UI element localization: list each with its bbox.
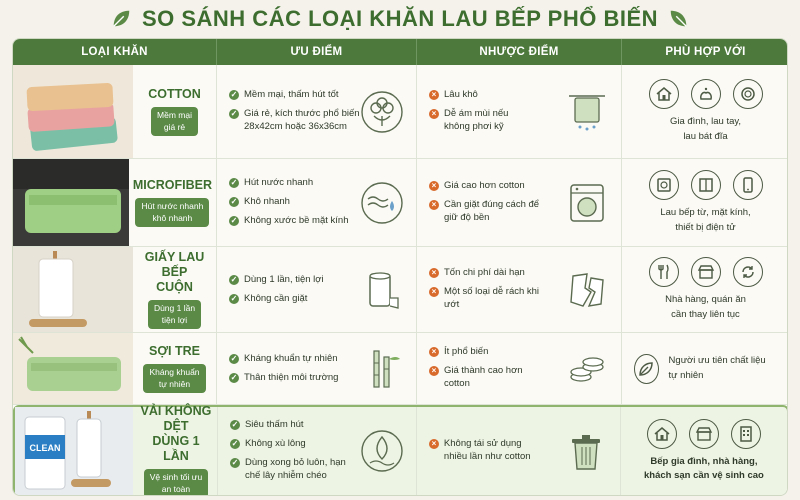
type-badge: Hút nước nhanh khô nhanh: [135, 198, 209, 227]
pro-item: ✓ Không cần giặt: [230, 292, 308, 304]
coins-icon: [565, 347, 609, 391]
type-cell: [15, 404, 218, 495]
torn-paper-icon: [565, 268, 609, 312]
table-header: [13, 39, 788, 65]
pro-item: ✓ Hút nước nhanh: [230, 177, 314, 189]
type-name: COTTON: [148, 87, 201, 102]
type-badge: Vệ sinh tối ưu an toàn: [144, 469, 208, 496]
cross-icon: ×: [429, 347, 439, 357]
refresh-icon: [733, 257, 763, 287]
check-icon: ✓: [230, 178, 238, 188]
pro-item: ✓ Dùng 1 lần, tiện lợi: [230, 273, 324, 285]
title-bar: [0, 0, 800, 38]
cons-cell: [417, 65, 622, 158]
con-item: × Dễ ám mùi nếu không phơi kỹ: [429, 108, 534, 134]
fit-text: Người ưu tiên chất liệu tự nhiên: [668, 355, 766, 381]
towel-photo: [13, 333, 133, 404]
type-name: SỢI TRE: [149, 344, 200, 359]
fit-text: Bếp gia đình, nhà hàng, khách sạn cần vệ sinh cao: [644, 455, 764, 481]
fit-text: Nhà hàng, quán ăn cần thay liên tục: [665, 294, 746, 320]
hotel-icon: [731, 419, 761, 449]
paper-roll-icon: [360, 268, 404, 312]
fit-cell: [622, 65, 788, 158]
check-icon: ✓: [230, 197, 238, 207]
pros-cell: [217, 159, 417, 246]
cross-icon: ×: [429, 268, 439, 278]
induction-stove-icon: [649, 170, 679, 200]
cons-cell: [417, 159, 622, 246]
phone-icon: [733, 170, 763, 200]
con-item: × Giá cao hơn cotton: [429, 180, 549, 193]
water-absorb-icon: [360, 181, 404, 225]
con-item: × Lâu khô: [429, 89, 534, 102]
cotton-flower-icon: [360, 90, 404, 134]
hand-washing-icon: [691, 79, 721, 109]
cross-icon: ×: [429, 181, 439, 191]
check-icon: ✓: [230, 353, 238, 363]
con-item: × Một số loại dễ rách khi ướt: [429, 286, 544, 312]
house-icon: [649, 79, 679, 109]
header-cons: NHƯỢC ĐIỂM: [417, 39, 622, 65]
type-cell: [13, 333, 217, 404]
table-row: [13, 247, 788, 333]
fit-cell: [622, 333, 788, 404]
pros-cell: [217, 247, 417, 332]
product-photo: [15, 407, 135, 495]
type-badge: Dùng 1 lần tiện lợi: [148, 300, 201, 329]
fit-text: Gia đình, lau tay, lau bát đĩa: [669, 116, 742, 142]
cross-icon: ×: [429, 90, 439, 100]
restaurant-icon: [689, 419, 719, 449]
type-cell: [13, 247, 217, 332]
window-icon: [691, 170, 721, 200]
check-icon: ✓: [230, 90, 238, 100]
fit-cell: [622, 159, 788, 246]
pro-item: ✓ Không xước bề mặt kính: [230, 214, 349, 226]
con-item: × Ít phổ biến: [429, 346, 539, 359]
pro-item: ✓ Thân thiện môi trường: [230, 371, 339, 383]
pro-item: ✓ Giá rẻ, kích thước phổ biến 28x42cm hoặc 36x36cm: [230, 108, 360, 132]
water-drop-icon: [360, 429, 404, 473]
leaf-icon: [634, 354, 659, 384]
cross-icon: ×: [429, 287, 439, 297]
check-icon: ✓: [230, 274, 238, 284]
cross-icon: ×: [429, 439, 439, 449]
check-icon: ✓: [231, 420, 239, 430]
pros-cell: [217, 333, 417, 404]
comparison-table: [12, 38, 788, 496]
leaf-icon: [668, 8, 690, 30]
check-icon: ✓: [231, 458, 239, 467]
type-badge: Mềm mại giá rẻ: [151, 107, 198, 136]
con-item: × Không tái sử dụng nhiều lần như cotton: [429, 438, 534, 464]
table-row: [13, 65, 788, 159]
cross-icon: ×: [429, 109, 439, 119]
table-row: [13, 333, 788, 405]
pro-item: ✓ Kháng khuẩn tự nhiên: [230, 352, 338, 364]
table-row: [13, 405, 788, 496]
con-item: × Tốn chi phí dài hạn: [429, 267, 544, 280]
cons-cell: [417, 407, 621, 495]
header-type: LOẠI KHĂN: [13, 39, 217, 65]
cross-icon: ×: [429, 366, 439, 376]
cons-cell: [417, 333, 622, 404]
pros-cell: [218, 407, 417, 495]
towel-photo: [13, 65, 133, 158]
type-cell: [13, 65, 217, 158]
fit-cell: [621, 407, 787, 495]
type-name: MICROFIBER: [132, 178, 212, 193]
washing-machine-icon: [565, 181, 609, 225]
con-item: × Cần giặt đúng cách để giữ độ bền: [429, 199, 549, 225]
page-title: SO SÁNH CÁC LOẠI KHĂN LAU BẾP PHỔ BIẾN: [141, 6, 659, 31]
table-row: [13, 159, 788, 247]
fit-text: Lau bếp từ, mặt kính, thiết bị điện tử: [660, 207, 751, 233]
con-item: × Giá thành cao hơn cotton: [429, 365, 539, 391]
check-icon: ✓: [230, 215, 238, 225]
header-pros: ƯU ĐIỂM: [217, 39, 417, 65]
header-fit: PHÙ HỢP VỚI: [665, 46, 746, 58]
fit-cell: [622, 247, 788, 332]
plate-icon: [733, 79, 763, 109]
pro-item: ✓ Khô nhanh: [230, 196, 290, 208]
type-cell: [13, 159, 217, 246]
check-icon: ✓: [230, 372, 238, 382]
cross-icon: ×: [429, 200, 439, 210]
check-icon: ✓: [231, 439, 239, 449]
pros-cell: [217, 65, 417, 158]
house-icon: [647, 419, 677, 449]
type-name: GIẤY LAU BẾP CUỘN: [144, 250, 205, 295]
towel-photo: [13, 159, 129, 246]
trash-bin-icon: [564, 429, 608, 473]
pro-item: ✓ Siêu thấm hút: [231, 419, 304, 431]
pro-item: ✓ Dùng xong bỏ luôn, hạn chế lây nhiễm chéo: [231, 457, 346, 481]
pro-item: ✓ Không xù lông: [231, 438, 306, 450]
product-label: CLEAN: [29, 443, 61, 453]
leaf-icon: [110, 8, 132, 30]
cons-cell: [417, 247, 622, 332]
restaurant-icon: [691, 257, 721, 287]
hanging-towel-icon: [565, 90, 609, 134]
type-name: VẢI KHÔNG DỆT DÙNG 1 LẦN: [140, 404, 212, 464]
check-icon: ✓: [230, 293, 238, 303]
type-badge: Kháng khuẩn tự nhiên: [143, 364, 205, 393]
paper-roll-photo: [13, 247, 133, 332]
pro-item: ✓ Mềm mại, thấm hút tốt: [230, 89, 339, 101]
utensils-icon: [649, 257, 679, 287]
check-icon: ✓: [230, 109, 238, 119]
bamboo-icon: [360, 347, 404, 391]
